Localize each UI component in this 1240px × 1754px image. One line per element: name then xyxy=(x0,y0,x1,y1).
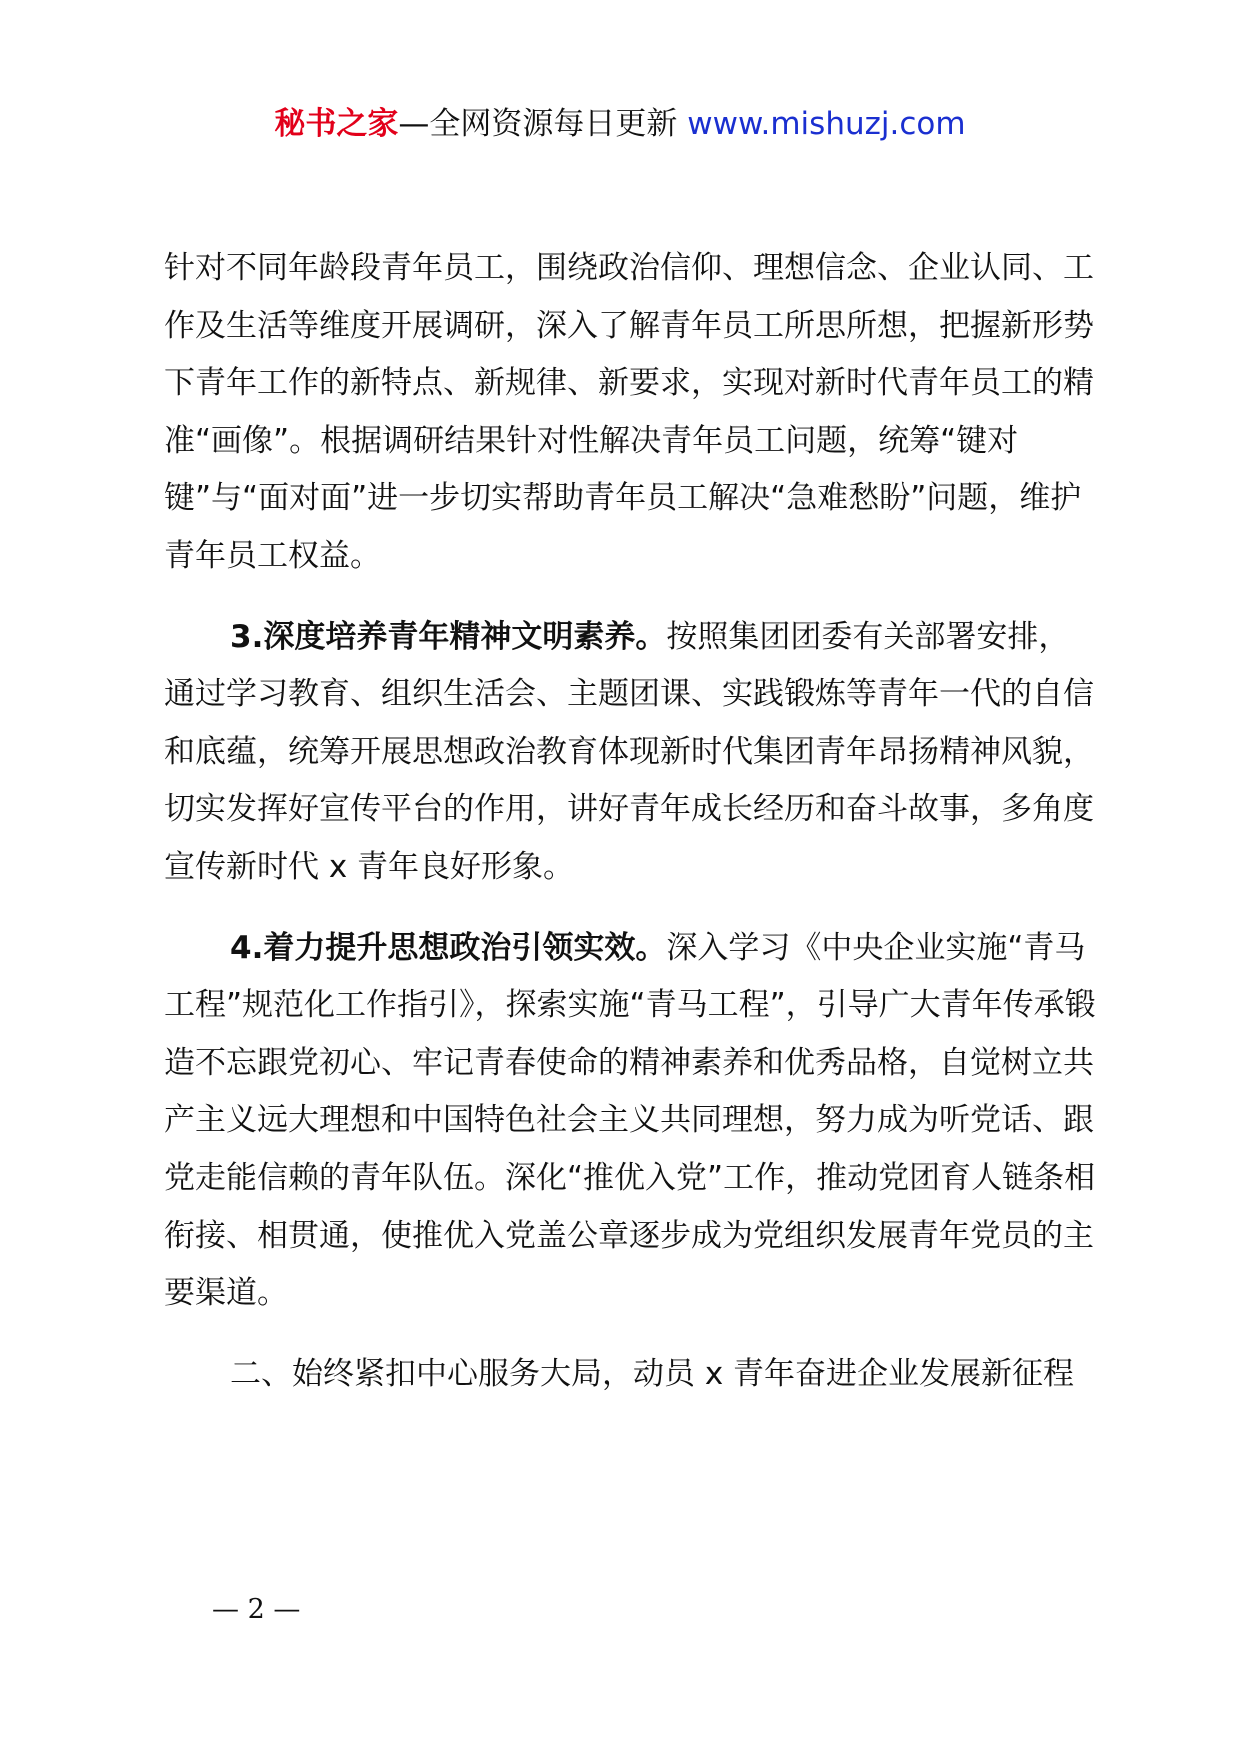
paragraph-text: 针对不同年龄段青年员工，围绕政治信仰、理想信念、企业认同、工作及生活等维度开展调研，深入了解青年员工所思所想，把握新形势下青年工作的新特点、新规律、新要求，实现对新时代青年员工的精准“画像”。根据调研结果针对性解决青年员工问题，统筹“键对键”与“面对面”进一步切实帮助青年员工解决“急难愁盼”问题，维护青年员工权益。 xyxy=(164,250,1094,574)
site-watermark-header xyxy=(0,98,1240,150)
paragraph-text: 按照集团团委有关部署安排，通过学习教育、组织生活会、主题团课、实践锻炼等青年一代的自信和底蕴，统筹开展思想政治教育体现新时代集团青年昂扬精神风貌，切实发挥好宣传平台的作用，讲好青年成长经历和奋斗故事，多角度宣传新时代 x 青年良好形象。 xyxy=(164,618,1094,885)
site-url-link[interactable]: www.mishuzj.com xyxy=(687,106,966,142)
site-brand: 秘书之家 xyxy=(274,106,399,142)
paragraph-continuation xyxy=(164,240,1099,586)
paragraph-item-3 xyxy=(164,609,1099,897)
paragraph-heading: 4.着力提升思想政治引领实效。 xyxy=(230,929,667,966)
paragraph-item-4 xyxy=(164,920,1099,1323)
paragraph-heading: 3.深度培养青年精神文明素养。 xyxy=(230,618,667,655)
page-number: — 2 — xyxy=(212,1594,301,1625)
header-tagline: —全网资源每日更新 xyxy=(398,106,688,142)
section-heading-text: 二、始终紧扣中心服务大局，动员 x 青年奋进企业发展新征程 xyxy=(230,1355,1075,1392)
document-body xyxy=(164,240,1099,1403)
section-heading xyxy=(164,1346,1099,1404)
paragraph-text: 深入学习《中央企业实施“青马工程”规范化工作指引》，探索实施“青马工程”，引导广大青年传承锻造不忘跟党初心、牢记青春使命的精神素养和优秀品格，自觉树立共产主义远大理想和中国特色社会主义共同理想，努力成为听党话、跟党走能信赖的青年队伍。深化“推优入党”工作，推动党团育人链条相衔接、相贯通，使推优入党盖公章逐步成为党组织发展青年党员的主要渠道。 xyxy=(164,929,1096,1312)
